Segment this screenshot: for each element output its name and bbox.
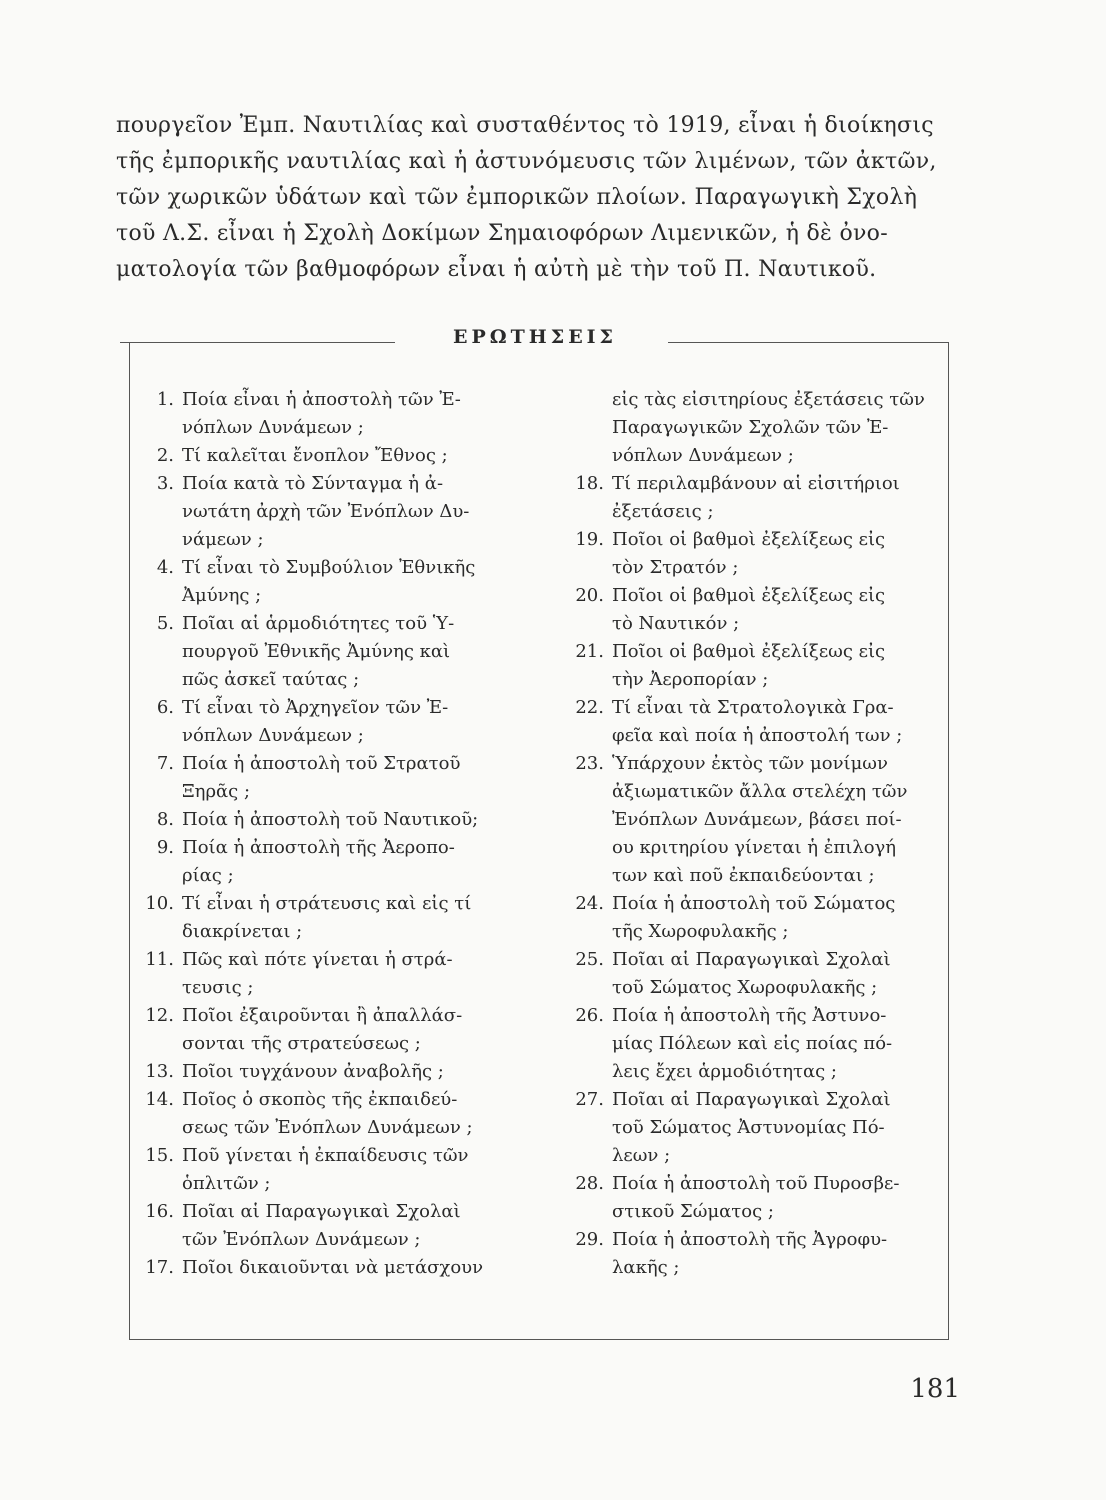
- question-line: Ὑπάρχουν ἐκτὸς τῶν μονίμων: [612, 753, 888, 774]
- page-number: 181: [910, 1374, 960, 1404]
- question-number: 18.: [575, 473, 604, 494]
- question-item: [130, 890, 530, 946]
- question-line: νόπλων Δυνάμεων ;: [182, 417, 364, 438]
- question-line: τοῦ Σώματος Ἀστυνομίας Πό-: [612, 1117, 885, 1138]
- question-item: [560, 890, 960, 946]
- question-number: 20.: [575, 585, 604, 606]
- question-number: 2.: [156, 445, 174, 466]
- question-number: 3.: [156, 473, 174, 494]
- intro-line: τῶν χωρικῶν ὑδάτων καὶ τῶν ἐμπορικῶν πλοίων. Παραγωγικὴ Σχολὴ: [116, 185, 918, 210]
- question-line: πῶς ἀσκεῖ ταύτας ;: [182, 669, 360, 690]
- question-number: 27.: [575, 1089, 604, 1110]
- question-line: Ποῖοι οἱ βαθμοὶ ἐξελίξεως εἰς: [612, 641, 886, 662]
- question-item: [560, 470, 960, 526]
- question-line: Τί εἶναι τὸ Ἀρχηγεῖον τῶν Ἐ-: [182, 697, 449, 718]
- question-item: [560, 1086, 960, 1170]
- question-number: 29.: [575, 1229, 604, 1250]
- question-item: [560, 750, 960, 890]
- question-number: 17.: [145, 1257, 174, 1278]
- question-line: Ποία ἡ ἀποστολὴ τῆς Ἀγροφυ-: [612, 1229, 888, 1250]
- questions-column-left: [130, 386, 530, 1282]
- questions-column-right: [560, 386, 960, 1282]
- question-line: Ξηρᾶς ;: [182, 781, 251, 802]
- question-line: τὸ Ναυτικόν ;: [612, 613, 740, 634]
- question-item: [130, 442, 530, 470]
- question-number: 1.: [156, 389, 174, 410]
- question-item: [130, 610, 530, 694]
- question-line: Ποῖαι αἱ ἁρμοδιότητες τοῦ Ὑ-: [182, 613, 455, 634]
- intro-line: ματολογία τῶν βαθμοφόρων εἶναι ἡ αὐτὴ μὲ τὴν τοῦ Π. Ναυτικοῦ.: [116, 257, 877, 282]
- question-item: [130, 470, 530, 554]
- question-line: Ποία ἡ ἀποστολὴ τοῦ Πυροσβε-: [612, 1173, 900, 1194]
- section-heading: ΕΡΩΤΗΣΕΙΣ: [452, 326, 617, 348]
- question-line: στικοῦ Σώματος ;: [612, 1201, 774, 1222]
- question-line: τὸν Στρατόν ;: [612, 557, 739, 578]
- question-number: 14.: [145, 1089, 174, 1110]
- question-line: Ἀμύνης ;: [182, 585, 262, 606]
- question-item: [130, 386, 530, 442]
- question-number: [560, 386, 604, 414]
- question-line: νάμεων ;: [182, 529, 264, 550]
- intro-line: πουργεῖον Ἐμπ. Ναυτιλίας καὶ συσταθέντος τὸ 1919, εἶναι ἡ διοίκησις: [116, 113, 934, 138]
- question-line: μίας Πόλεων καὶ εἰς ποίας πό-: [612, 1033, 893, 1054]
- question-line: Ποία ἡ ἀποστολὴ τοῦ Ναυτικοῦ;: [182, 809, 479, 830]
- question-number: 26.: [575, 1005, 604, 1026]
- question-line: Τί περιλαμβάνουν αἱ εἰσιτήριοι: [612, 473, 900, 494]
- question-line: Ποῖαι αἱ Παραγωγικαὶ Σχολαὶ: [612, 1089, 891, 1110]
- question-number: 15.: [145, 1145, 174, 1166]
- question-line: λεων ;: [612, 1145, 671, 1166]
- question-line: ου κριτηρίου γίνεται ἡ ἐπιλογή: [612, 837, 897, 858]
- question-number: 24.: [575, 893, 604, 914]
- question-line: πουργοῦ Ἐθνικῆς Ἀμύνης καὶ: [182, 641, 451, 662]
- question-line: ρίας ;: [182, 865, 234, 886]
- question-line: Ποῖοι οἱ βαθμοὶ ἐξελίξεως εἰς: [612, 585, 886, 606]
- question-item: [560, 1226, 960, 1282]
- question-line: Ποῖοι δικαιοῦνται νὰ μετάσχουν: [182, 1257, 484, 1278]
- question-line: Ποῖαι αἱ Παραγωγικαὶ Σχολαὶ: [612, 949, 891, 970]
- question-line: Τί εἶναι τὸ Συμβούλιον Ἐθνικῆς: [182, 557, 476, 578]
- question-item: [560, 694, 960, 750]
- question-line: Ποία ἡ ἀποστολὴ τοῦ Σώματος: [612, 893, 896, 914]
- question-line: φεῖα καὶ ποία ἡ ἀποστολή των ;: [612, 725, 903, 746]
- question-item: [130, 806, 530, 834]
- question-item: [560, 1002, 960, 1086]
- question-line: Τί εἶναι ἡ στράτευσις καὶ εἰς τί: [182, 893, 472, 914]
- question-line: διακρίνεται ;: [182, 921, 303, 942]
- question-number: 7.: [156, 753, 174, 774]
- question-item: [130, 750, 530, 806]
- question-number: 16.: [145, 1201, 174, 1222]
- question-line: Ποία ἡ ἀποστολὴ τῆς Ἀστυνο-: [612, 1005, 887, 1026]
- question-line: των καὶ ποῦ ἐκπαιδεύονται ;: [612, 865, 875, 886]
- question-item: [130, 946, 530, 1002]
- question-number: 22.: [575, 697, 604, 718]
- question-line: Ποῖοι τυγχάνουν ἀναβολῆς ;: [182, 1061, 444, 1082]
- question-line: Ποῖαι αἱ Παραγωγικαὶ Σχολαὶ: [182, 1201, 461, 1222]
- question-item: [130, 834, 530, 890]
- question-item: [130, 1142, 530, 1198]
- question-line: εἰς τὰς εἰσιτηρίους ἐξετάσεις τῶν: [612, 389, 925, 410]
- question-number: 23.: [575, 753, 604, 774]
- question-line: Ποία ἡ ἀποστολὴ τῆς Ἀεροπο-: [182, 837, 455, 858]
- question-line: τοῦ Σώματος Χωροφυλακῆς ;: [612, 977, 878, 998]
- question-line: σεως τῶν Ἐνόπλων Δυνάμεων ;: [182, 1117, 473, 1138]
- question-line: Ποῖοι ἐξαιροῦνται ἢ ἀπαλλάσ-: [182, 1005, 463, 1026]
- question-line: Τί εἶναι τὰ Στρατολογικὰ Γρα-: [612, 697, 894, 718]
- question-item: [560, 638, 960, 694]
- intro-paragraph: [116, 108, 956, 288]
- question-line: λακῆς ;: [612, 1257, 680, 1278]
- question-line: νόπλων Δυνάμεων ;: [612, 445, 794, 466]
- question-item: [130, 1086, 530, 1142]
- question-item: [560, 386, 960, 470]
- question-line: νωτάτη ἀρχὴ τῶν Ἐνόπλων Δυ-: [182, 501, 470, 522]
- intro-line: τοῦ Λ.Σ. εἶναι ἡ Σχολὴ Δοκίμων Σημαιοφόρων Λιμενικῶν, ἡ δὲ ὀνο-: [116, 221, 888, 246]
- question-number: 9.: [156, 837, 174, 858]
- question-item: [130, 1058, 530, 1086]
- question-line: Ἐνόπλων Δυνάμεων, βάσει ποί-: [612, 809, 902, 830]
- question-item: [560, 1170, 960, 1226]
- question-item: [560, 946, 960, 1002]
- question-line: ἐξετάσεις ;: [612, 501, 714, 522]
- question-line: Ποῖος ὁ σκοπὸς τῆς ἐκπαιδεύ-: [182, 1089, 458, 1110]
- question-item: [560, 526, 960, 582]
- question-number: 25.: [575, 949, 604, 970]
- question-item: [130, 1002, 530, 1058]
- question-line: τῆς Χωροφυλακῆς ;: [612, 921, 789, 942]
- question-line: ἀξιωματικῶν ἄλλα στελέχη τῶν: [612, 781, 908, 802]
- question-number: 28.: [575, 1173, 604, 1194]
- question-item: [560, 582, 960, 638]
- question-line: ὁπλιτῶν ;: [182, 1173, 271, 1194]
- question-line: Ποία κατὰ τὸ Σύνταγμα ἡ ἀ-: [182, 473, 444, 494]
- question-number: 19.: [575, 529, 604, 550]
- question-line: Ποία εἶναι ἡ ἀποστολὴ τῶν Ἐ-: [182, 389, 461, 410]
- question-line: Ποῦ γίνεται ἡ ἐκπαίδευσις τῶν: [182, 1145, 469, 1166]
- question-number: 12.: [145, 1005, 174, 1026]
- question-line: Παραγωγικῶν Σχολῶν τῶν Ἐ-: [612, 417, 889, 438]
- question-line: Ποία ἡ ἀποστολὴ τοῦ Στρατοῦ: [182, 753, 461, 774]
- question-line: τῶν Ἐνόπλων Δυνάμεων ;: [182, 1229, 421, 1250]
- question-line: λεις ἔχει ἁρμοδιότητας ;: [612, 1061, 837, 1082]
- question-number: 8.: [156, 809, 174, 830]
- question-item: [130, 694, 530, 750]
- question-line: σονται τῆς στρατεύσεως ;: [182, 1033, 421, 1054]
- question-number: 10.: [145, 893, 174, 914]
- question-number: 5.: [156, 613, 174, 634]
- question-number: 21.: [575, 641, 604, 662]
- question-line: τευσις ;: [182, 977, 254, 998]
- question-number: 4.: [156, 557, 174, 578]
- question-line: νόπλων Δυνάμεων ;: [182, 725, 364, 746]
- question-item: [130, 554, 530, 610]
- question-number: 6.: [156, 697, 174, 718]
- question-number: 11.: [145, 949, 174, 970]
- question-line: τὴν Ἀεροπορίαν ;: [612, 669, 769, 690]
- question-line: Ποῖοι οἱ βαθμοὶ ἐξελίξεως εἰς: [612, 529, 886, 550]
- intro-line: τῆς ἐμπορικῆς ναυτιλίας καὶ ἡ ἀστυνόμευσις τῶν λιμένων, τῶν ἀκτῶν,: [116, 149, 937, 174]
- question-item: [130, 1198, 530, 1254]
- question-line: Τί καλεῖται ἔνοπλον Ἔθνος ;: [182, 445, 448, 466]
- question-number: 13.: [145, 1061, 174, 1082]
- question-item: [130, 1254, 530, 1282]
- question-line: Πῶς καὶ πότε γίνεται ἡ στρά-: [182, 949, 453, 970]
